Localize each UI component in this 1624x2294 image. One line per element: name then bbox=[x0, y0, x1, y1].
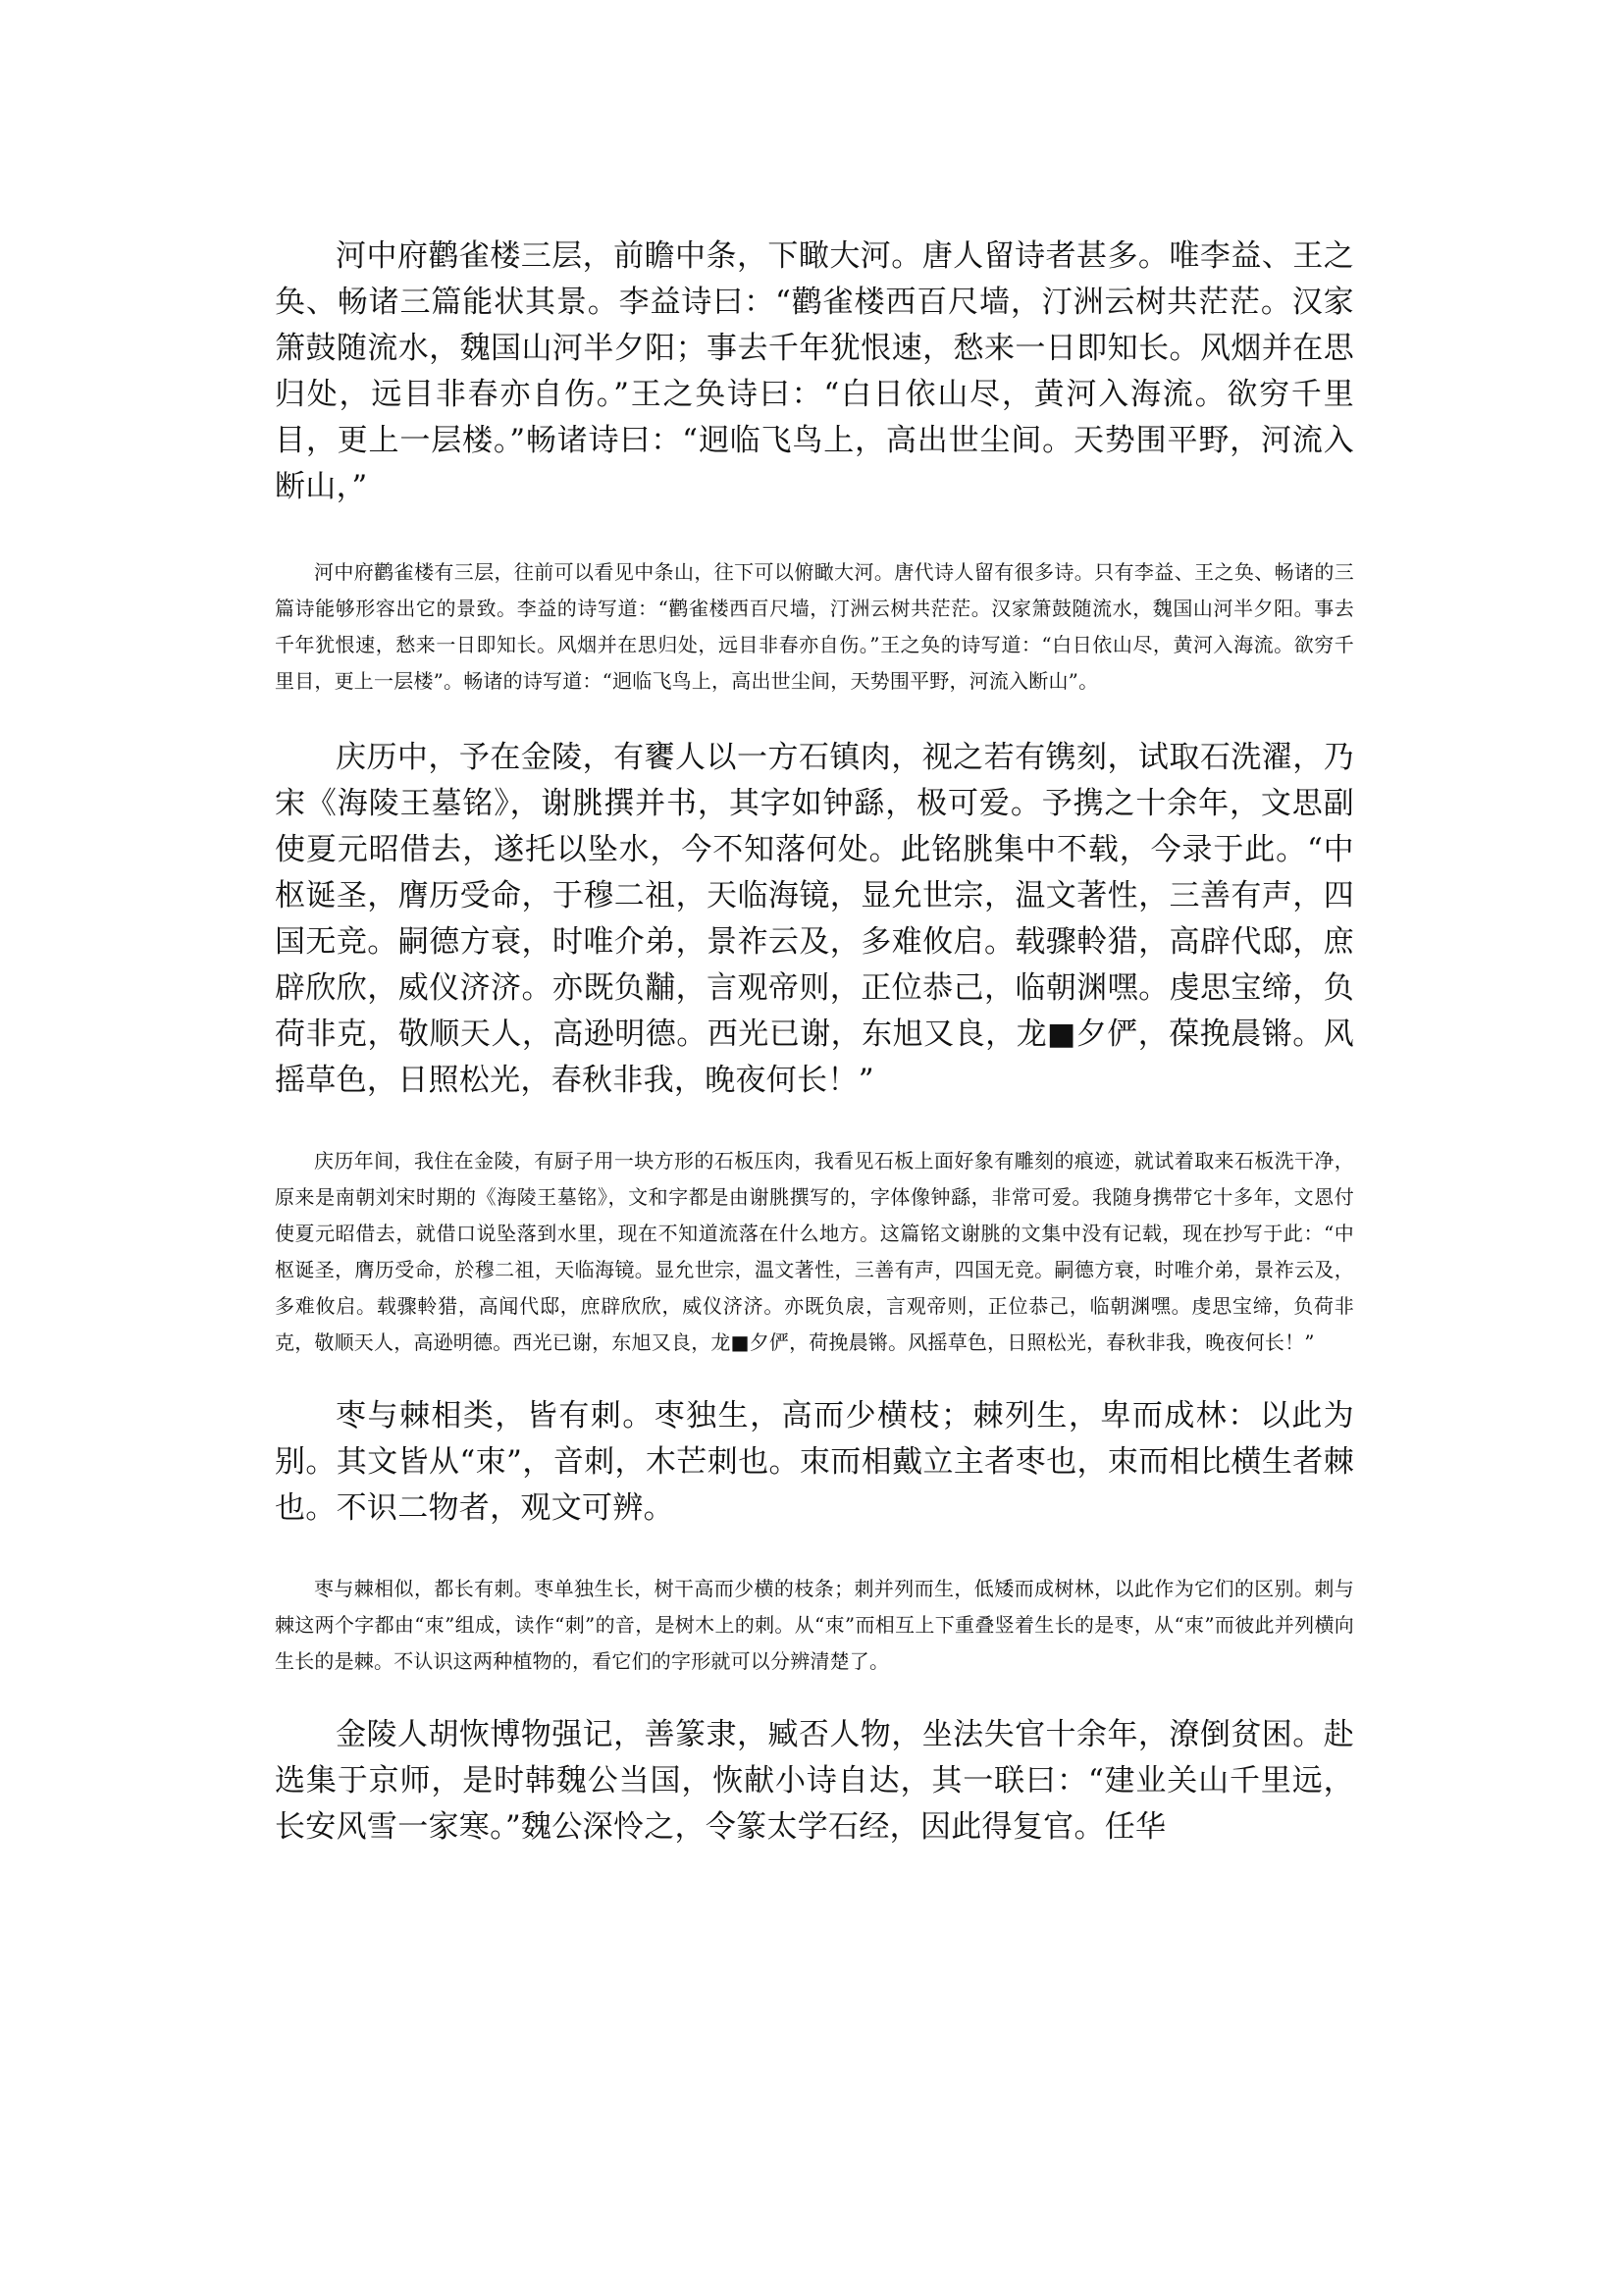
original-text-2: 庆历中，予在金陵，有饔人以一方石镇肉，视之若有镌刻，试取石洗濯，乃宋《海陵王墓铭》，谢朓撰并书，其字如钟繇，极可爱。予携之十余年，文思副使夏元昭借去，遂托以坠水，今不知落何处。此铭朓集中不载，今录于此。“中枢诞圣，膺历受命，于穆二祖，天临海镜，显允世宗，温文著性，三善有声，四国无竞。嗣德方衰，时唯介弟，景祚云及，多难攸启。载骤軨猎，高辟代邸，庶辟欣欣，威仪济济。亦既负黼，言观帝则，正位恭己，临朝渊嘿。虔思宝缔，负荷非克，敬顺天人，高逊明德。西光已谢，东旭又良，龙■夕俨，葆挽晨锵。风摇草色，日照松光，春秋非我，晚夜何长！” bbox=[275, 740, 1354, 1098]
original-text-4: 金陵人胡恢博物强记，善篆隶，臧否人物，坐法失官十余年，潦倒贫困。赴选集于京师，是时韩魏公当国，恢献小诗自达，其一联曰：“建业关山千里远，长安风雪一家寒。”魏公深怜之，令篆太学石经，因此得复官。任华 bbox=[275, 1717, 1354, 1845]
original-text-3: 枣与棘相类，皆有刺。枣独生，高而少横枝；棘列生，卑而成林：以此为别。其文皆从“朿”，音刺，木芒刺也。朿而相戴立主者枣也，朿而相比横生者棘也。不识二物者，观文可辨。 bbox=[275, 1398, 1354, 1526]
translation-text-2: 庆历年间，我住在金陵，有厨子用一块方形的石板压肉，我看见石板上面好象有雕刻的痕迹，就试着取来石板洗干净，原来是南朝刘宋时期的《海陵王墓铭》，文和字都是由谢朓撰写的，字体像钟繇，非常可爱。我随身携带它十多年，文恩付使夏元昭借去，就借口说坠落到水里，现在不知道流落在什么地方。这篇铭文谢朓的文集中没有记载，现在抄写于此：“中枢诞圣，膺历受命，於穆二祖，天临海镜。显允世宗，温文著性，三善有声，四国无竞。嗣德方衰，时唯介弟，景祚云及，多难攸启。载骤軨猎，高闻代邸，庶辟欣欣，威仪济济。亦既负扆，言观帝则，正位恭己，临朝渊嘿。虔思宝缔，负荷非克，敬顺天人，高逊明德。西光已谢，东旭又良，龙■夕俨，荷挽晨锵。风摇草色，日照松光，春秋非我，晚夜何长！” bbox=[275, 1149, 1354, 1354]
document-page bbox=[275, 234, 1354, 1851]
original-text-1: 河中府鹳雀楼三层，前瞻中条，下瞰大河。唐人留诗者甚多。唯李益、王之奂、畅诸三篇能状其景。李益诗曰：“鹳雀楼西百尺墙，汀洲云树共茫茫。汉家箫鼓随流水，魏国山河半夕阳；事去千年犹恨速，愁来一日即知长。风烟并在思归处，远目非春亦自伤。”王之奂诗曰：“白日依山尽，黄河入海流。欲穷千里目，更上一层楼。”畅诸诗曰：“迥临飞鸟上，高出世尘间。天势围平野，河流入断山，” bbox=[275, 238, 1354, 504]
translation-text-3: 枣与棘相似，都长有刺。枣单独生长，树干高而少横的枝条；刺并列而生，低矮而成树林，以此作为它们的区别。刺与棘这两个字都由“朿”组成，读作“刺”的音，是树木上的刺。从“朿”而相互上下重叠竖着生长的是枣，从“朿”而彼此并列横向生长的是棘。不认识这两种植物的，看它们的字形就可以分辨清楚了。 bbox=[275, 1577, 1354, 1673]
translation-text-1: 河中府鹳雀楼有三层，往前可以看见中条山，往下可以俯瞰大河。唐代诗人留有很多诗。只有李益、王之奂、畅诸的三篇诗能够形容出它的景致。李益的诗写道：“鹳雀楼西百尺墙，汀洲云树共茫茫。汉家箫鼓随流水，魏国山河半夕阳。事去千年犹恨速，愁来一日即知长。风烟并在思归处，远目非春亦自伤。”王之奂的诗写道：“白日依山尽，黄河入海流。欲穷千里目，更上一层楼”。畅诸的诗写道：“迥临飞鸟上，高出世尘间，天势围平野，河流入断山”。 bbox=[275, 560, 1354, 693]
